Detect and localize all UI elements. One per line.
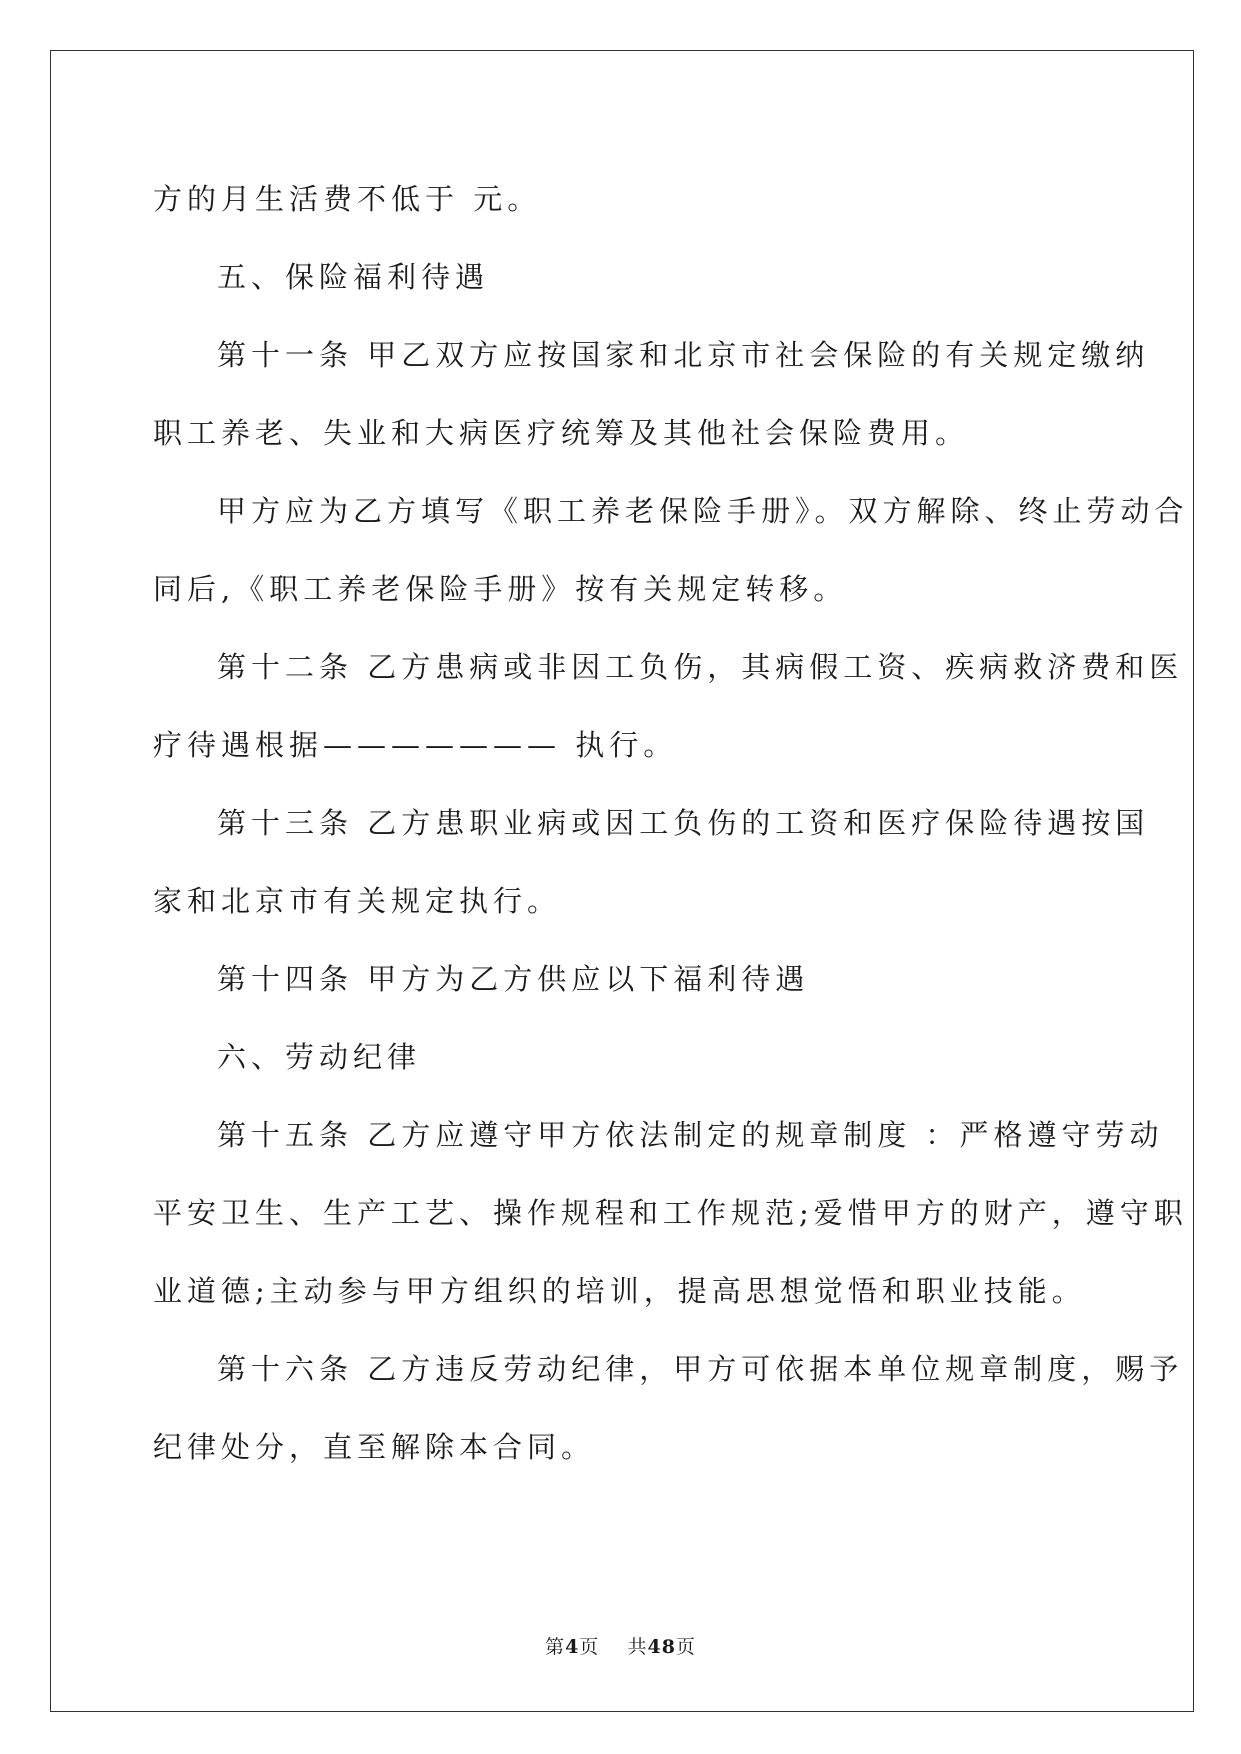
- text-line: 第十四条 甲方为乙方供应以下福利待遇: [217, 962, 810, 996]
- text-line: 方的月生活费不低于 元。: [153, 182, 542, 216]
- current-page-number: 4: [565, 1636, 580, 1658]
- text-line: 第十二条 乙方患病或非因工负伤，其病假工资、疾病救济费和医: [217, 650, 1184, 684]
- text-line: 第十五条 乙方应遵守甲方依法制定的规章制度 ：严格遵守劳动: [217, 1118, 1164, 1152]
- text-line: 纪律处分，直至解除本合同。: [153, 1430, 596, 1464]
- text-line: 第十六条 乙方违反劳动纪律，甲方可依据本单位规章制度，赐予: [217, 1352, 1184, 1386]
- text-line: 平安卫生、生产工艺、操作规程和工作规范;爱惜甲方的财产，遵守职: [153, 1196, 1188, 1230]
- document-body: [153, 160, 1189, 1486]
- footer-middle: 页 共: [579, 1636, 648, 1658]
- text-line: 职工养老、失业和大病医疗统筹及其他社会保险费用。: [153, 416, 970, 450]
- text-line: 第十一条 甲乙双方应按国家和北京市社会保险的有关规定缴纳: [217, 338, 1150, 372]
- text-line: 六、劳动纪律: [217, 1040, 422, 1074]
- text-line: 第十三条 乙方患职业病或因工负伤的工资和医疗保险待遇按国: [217, 806, 1150, 840]
- footer-suffix: 页: [675, 1636, 696, 1658]
- text-line: 疗待遇根据——————— 执行。: [153, 728, 678, 762]
- text-line: 同后,《职工养老保险手册》按有关规定转移。: [153, 572, 848, 606]
- text-line: 业道德;主动参与甲方组织的培训，提高思想觉悟和职业技能。: [153, 1274, 1086, 1308]
- text-line: 家和北京市有关规定执行。: [153, 884, 562, 918]
- text-line: 甲方应为乙方填写《职工养老保险手册》。双方解除、终止劳动合: [217, 494, 1189, 528]
- page-footer: [0, 1632, 1241, 1659]
- total-pages-number: 48: [647, 1636, 676, 1658]
- footer-prefix: 第: [545, 1636, 566, 1658]
- text-line: 五、保险福利待遇: [217, 260, 490, 294]
